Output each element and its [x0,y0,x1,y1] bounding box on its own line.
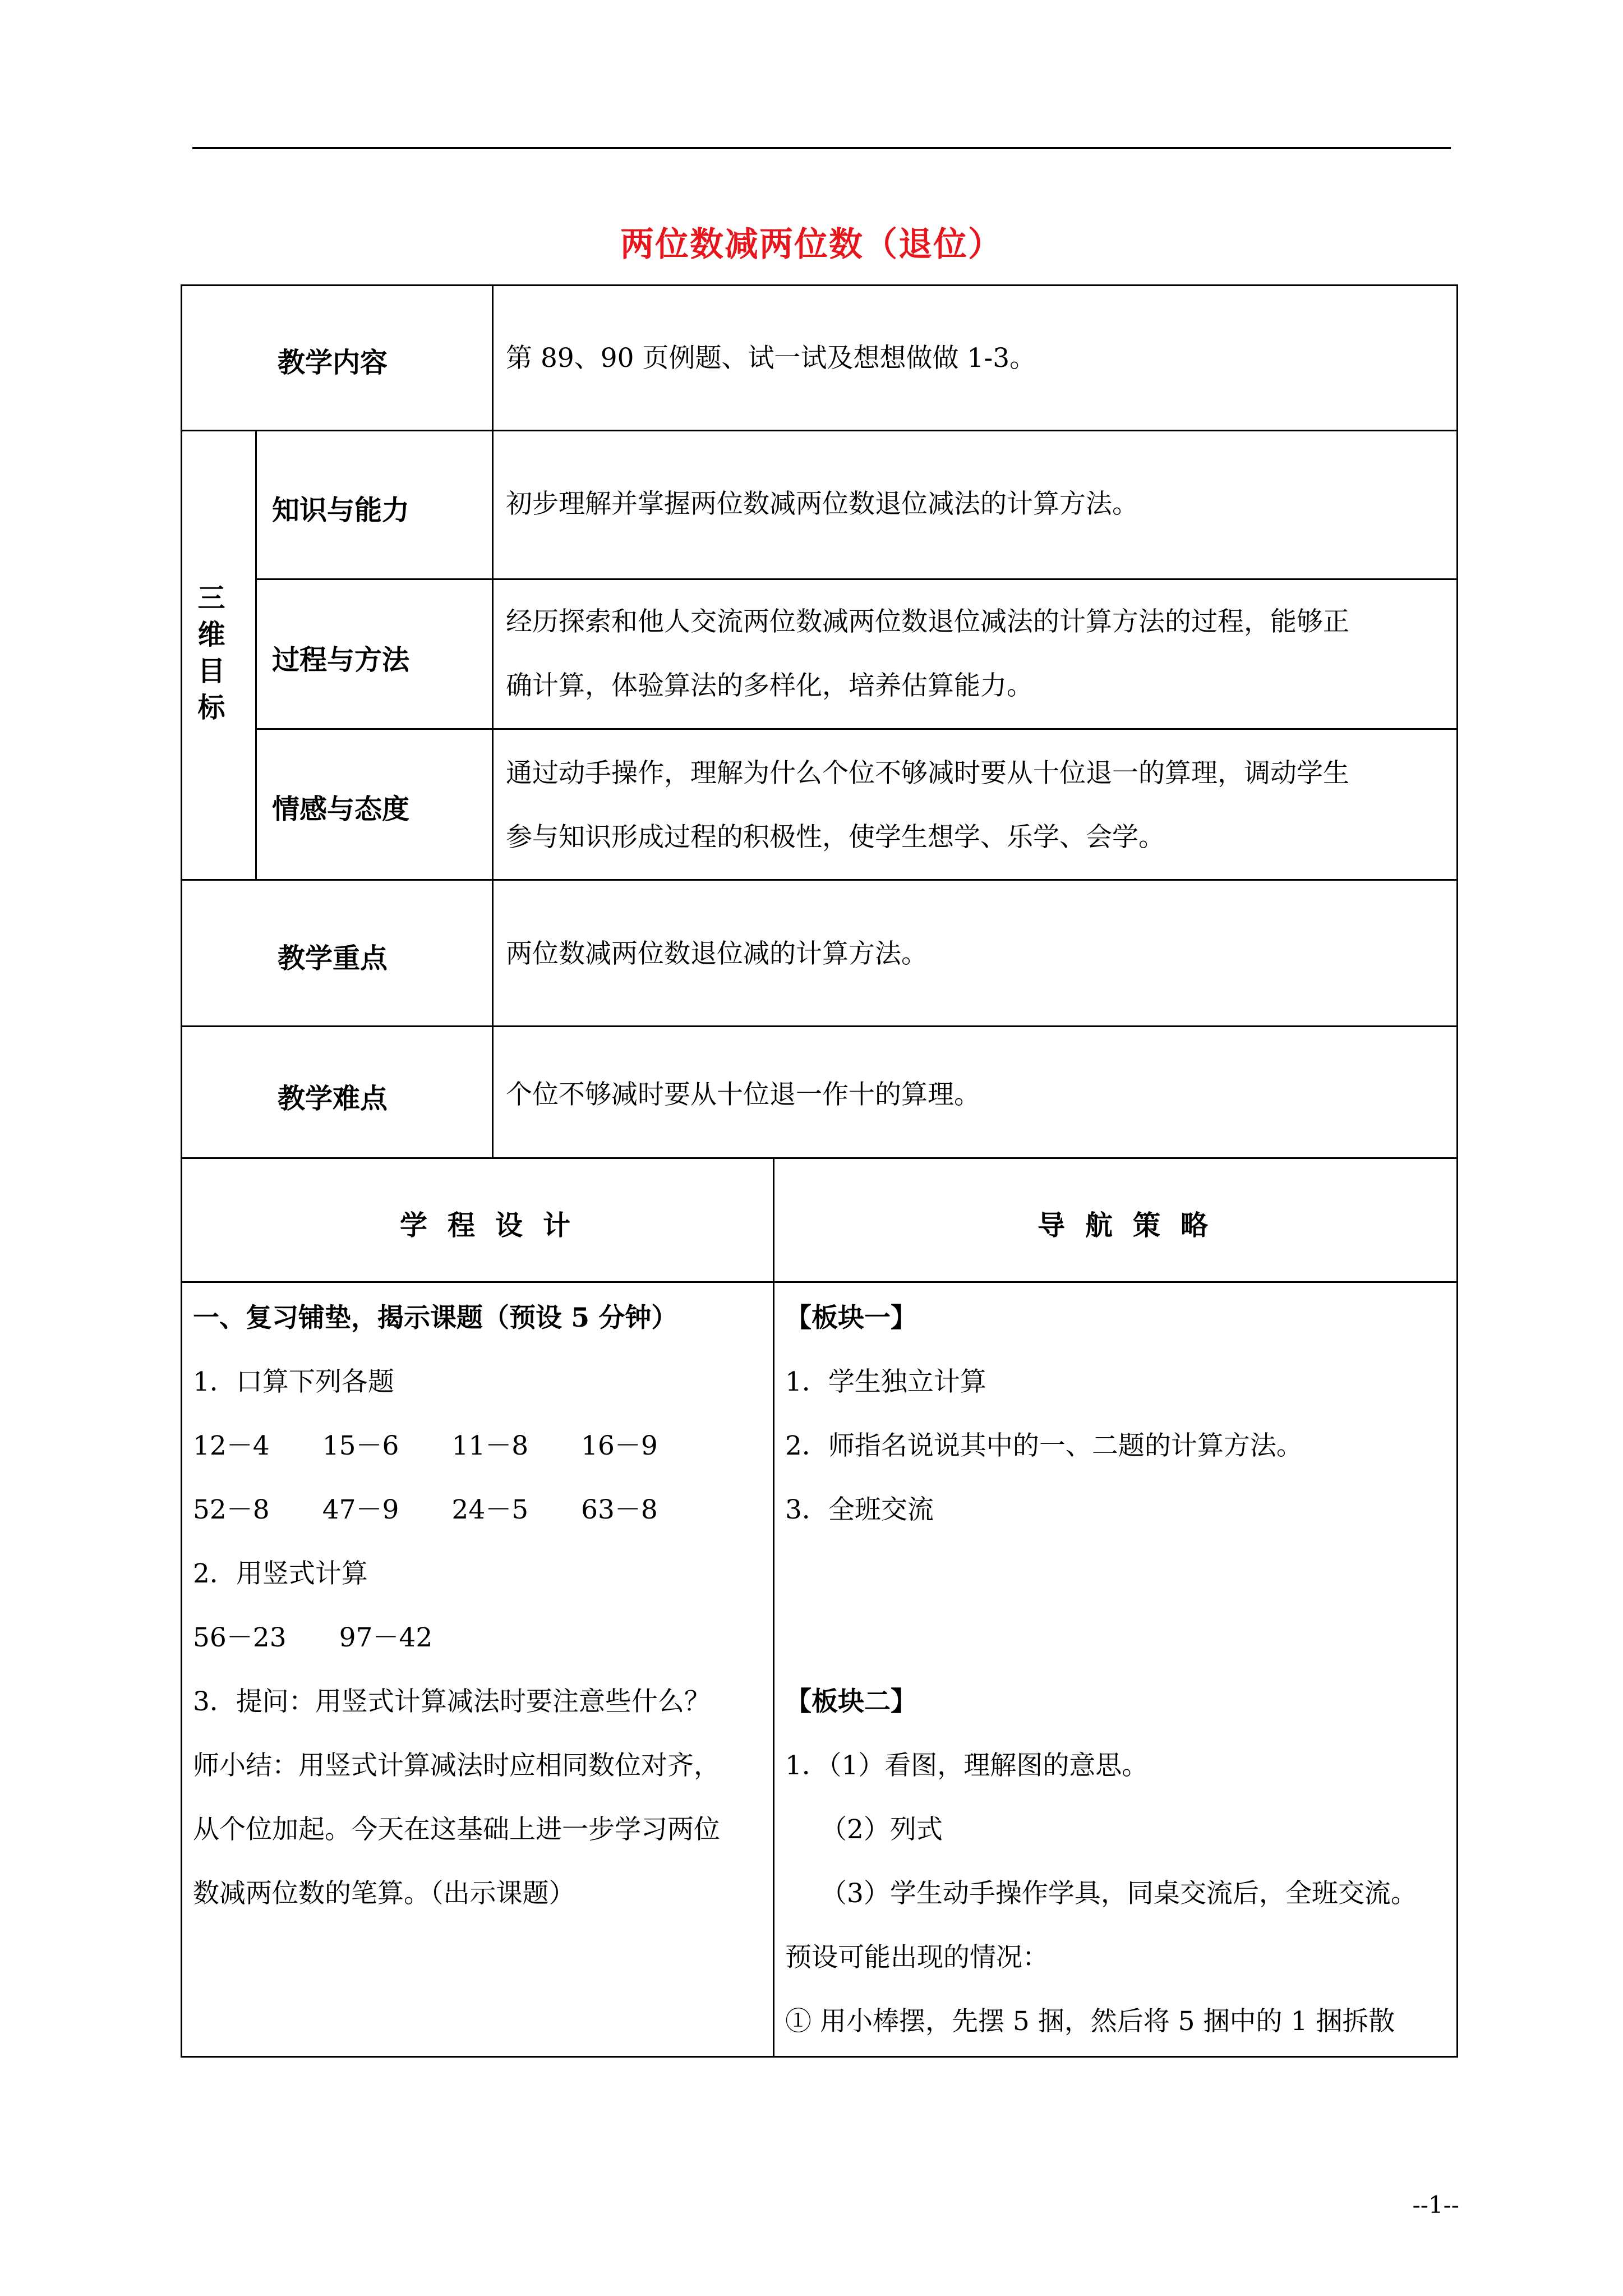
right-block2-line-1: 1．（1）看图，理解图的意思。 [785,1750,1149,1781]
left-line-1: 一、复习铺垫，揭示课题（预设 5 分钟） [193,1303,678,1333]
left-line-4: 52－8 47－9 24－5 63－8 [193,1494,658,1525]
left-line-2: 1．口算下列各题 [193,1366,394,1397]
goal-attitude-label: 情感与态度 [272,793,410,825]
left-line-9: 从个位加起。今天在这基础上进一步学习两位 [193,1814,720,1845]
goal-knowledge-label: 知识与能力 [272,494,410,526]
left-line-7: 3．提问：用竖式计算减法时要注意些什么？ [193,1686,711,1717]
right-block1-heading: 【板块一】 [785,1303,917,1333]
difficulty-value: 个位不够减时要从十位退一作十的算理。 [506,1079,980,1110]
right-block2-heading: 【板块二】 [785,1686,917,1717]
right-block2-line-3: （3）学生动手操作学具，同桌交流后，全班交流。 [820,1878,1417,1909]
goals-char-2: 维 [197,618,225,651]
content-value: 第 89、90 页例题、试一试及想想做做 1-3。 [506,343,1036,374]
right-block1-line-1: 1．学生独立计算 [785,1366,986,1397]
goals-char-3: 目 [197,655,225,687]
left-line-8: 师小结：用竖式计算减法时应相同数位对齐， [193,1750,720,1781]
right-block2-line-5: ① 用小棒摆，先摆 5 捆，然后将 5 捆中的 1 捆拆散 [785,2006,1395,2037]
right-block1-line-3: 3．全班交流 [785,1494,934,1525]
page-number: --1-- [1412,2191,1459,2219]
goals-char-4: 标 [197,691,225,724]
right-block2-line-4: 预设可能出现的情况： [785,1942,1049,1973]
header-rule [192,147,1451,149]
goal-attitude-line-2: 参与知识形成过程的积极性，使学生想学、乐学、会学。 [506,822,1165,853]
goal-knowledge-line-1: 初步理解并掌握两位数减两位数退位减法的计算方法。 [506,489,1138,519]
document-title: 两位数减两位数（退位） [620,225,1003,264]
right-header: 导航策略 [1038,1209,1229,1241]
difficulty-label: 教学难点 [278,1082,388,1115]
left-line-10: 数减两位数的笔算。（出示课题） [193,1878,575,1909]
goal-attitude-line-1: 通过动手操作，理解为什么个位不够减时要从十位退一的算理，调动学生 [506,758,1349,789]
right-block1-line-2: 2．师指名说说其中的一、二题的计算方法。 [785,1430,1303,1461]
key-value: 两位数减两位数退位减的计算方法。 [506,938,928,969]
left-line-6: 56－23 97－42 [193,1622,433,1653]
goal-process-line-2: 确计算，体验算法的多样化，培养估算能力。 [506,670,1033,701]
left-header: 学程设计 [400,1209,591,1241]
right-block2-line-2: （2）列式 [820,1814,943,1845]
left-line-5: 2．用竖式计算 [193,1558,368,1589]
goal-process-label: 过程与方法 [272,643,410,676]
content-label: 教学内容 [278,346,388,379]
left-line-3: 12－4 15－6 11－8 16－9 [193,1430,658,1461]
goal-process-line-1: 经历探索和他人交流两位数减两位数退位减法的计算方法的过程，能够正 [506,606,1349,637]
key-label: 教学重点 [278,942,388,974]
goals-char-1: 三 [197,582,225,614]
